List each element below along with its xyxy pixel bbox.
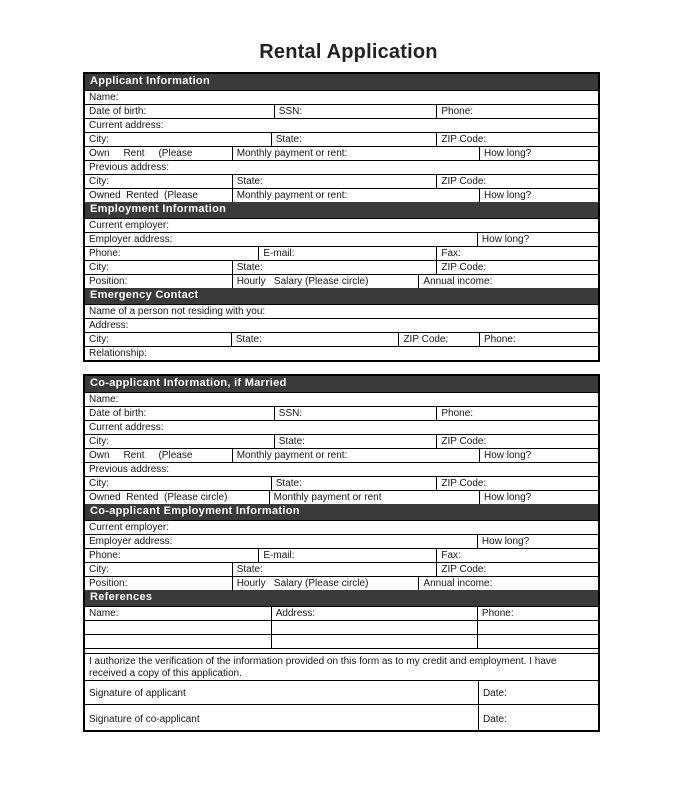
field-monthly-payment-or-rent[interactable] (269, 491, 479, 504)
field-label: Phone: (483, 334, 516, 345)
field-label: Hourly Salary (Please circle) (236, 578, 369, 589)
field-how-long[interactable] (479, 491, 598, 504)
field-city[interactable] (85, 175, 232, 188)
field-label: State: (275, 134, 302, 145)
field-label: Monthly payment or rent: (236, 148, 348, 159)
empty-field[interactable] (271, 621, 477, 634)
form-row (85, 346, 598, 360)
form-row (85, 188, 598, 202)
field-owned-rented-please-circle[interactable] (85, 491, 269, 504)
field-label: Position: (89, 578, 128, 589)
field-address[interactable] (85, 319, 598, 332)
field-label: Employer address: (89, 234, 173, 245)
field-label: Previous address: (89, 464, 170, 475)
form-row (85, 634, 598, 648)
field-signature-of-applicant[interactable] (85, 681, 478, 704)
form-row (85, 562, 598, 576)
field-zip-code[interactable] (436, 477, 598, 490)
form-row (85, 392, 598, 406)
field-how-long[interactable] (479, 449, 598, 462)
field-label: Hourly Salary (Please circle) (236, 276, 369, 287)
field-label: Own Rent (Please (89, 450, 193, 461)
form-row (85, 548, 598, 562)
field-label: SSN: (278, 408, 303, 419)
field-zip-code[interactable] (436, 563, 598, 576)
date-label: Date: (482, 714, 507, 725)
field-label: How long? (483, 148, 532, 159)
form-row (85, 246, 598, 260)
field-label: State: (275, 478, 302, 489)
field-zip-code[interactable] (436, 435, 598, 448)
signature-label: Signature of co-applicant (89, 714, 200, 725)
field-fax[interactable] (436, 247, 598, 260)
field-label: Phone: (441, 408, 474, 419)
field-position[interactable] (85, 577, 232, 590)
field-label: Monthly payment or rent: (236, 190, 348, 201)
field-label: Monthly payment or rent: (236, 450, 348, 461)
field-current-employer[interactable] (85, 219, 598, 232)
field-how-long[interactable] (479, 189, 598, 202)
authorization-row (85, 653, 598, 680)
field-label: E-mail: (263, 550, 295, 561)
field-state[interactable] (271, 477, 437, 490)
field-label: City: (89, 262, 109, 273)
section-header-references: References (85, 590, 598, 606)
field-label: State: (236, 564, 263, 575)
field-label: Date of birth: (89, 408, 147, 419)
field-label: E-mail: (263, 248, 295, 259)
field-zip-code[interactable] (436, 175, 598, 188)
field-city[interactable] (85, 333, 231, 346)
form-row (85, 534, 598, 548)
field-label: Own Rent (Please (89, 148, 193, 159)
signature-row (85, 704, 598, 730)
field-label: How long? (481, 234, 530, 245)
field-label: Previous address: (89, 162, 170, 173)
form-row (85, 420, 598, 434)
field-employer-address[interactable] (85, 535, 477, 548)
field-state[interactable] (271, 133, 437, 146)
field-name[interactable] (85, 607, 271, 620)
field-label: City: (89, 134, 109, 145)
field-state[interactable] (232, 261, 437, 274)
form-row (85, 304, 598, 318)
field-state[interactable] (231, 333, 399, 346)
field-current-address[interactable] (85, 119, 598, 132)
field-monthly-payment-or-rent[interactable] (232, 147, 479, 160)
field-phone[interactable] (436, 407, 598, 420)
field-hourly-salary-please-circle[interactable] (232, 275, 419, 288)
form-row (85, 232, 598, 246)
field-relationship[interactable] (85, 347, 598, 360)
field-state[interactable] (274, 435, 437, 448)
empty-field[interactable] (85, 621, 271, 634)
field-annual-income[interactable] (418, 577, 598, 590)
field-label: State: (236, 262, 263, 273)
form-row (85, 462, 598, 476)
field-current-address[interactable] (85, 421, 598, 434)
form-row (85, 606, 598, 620)
date-label: Date: (482, 688, 507, 699)
field-label: City: (89, 176, 109, 187)
page-title: Rental Application (259, 41, 438, 63)
field-label: Date of birth: (89, 106, 147, 117)
field-state[interactable] (232, 175, 437, 188)
field-label: ZIP Code: (441, 262, 487, 273)
field-zip-code[interactable] (436, 261, 598, 274)
field-owned-rented-please[interactable] (85, 189, 232, 202)
empty-field[interactable] (85, 635, 271, 648)
field-label: ZIP Code: (441, 134, 487, 145)
form-row (85, 160, 598, 174)
form-row (85, 576, 598, 590)
field-date-of-birth[interactable] (85, 105, 274, 118)
field-label: Address: (275, 608, 316, 619)
field-how-long[interactable] (477, 535, 598, 548)
field-label: Fax: (441, 248, 461, 259)
field-label: Monthly payment or rent (273, 492, 382, 503)
form-row (85, 118, 598, 132)
form-row (85, 260, 598, 274)
field-city[interactable] (85, 477, 271, 490)
field-label: Employer address: (89, 536, 173, 547)
field-own-rent-please[interactable] (85, 147, 232, 160)
field-label: City: (89, 436, 109, 447)
date-field[interactable] (478, 705, 598, 730)
form-row (85, 318, 598, 332)
field-label: Current address: (89, 120, 164, 131)
field-label: Fax: (441, 550, 461, 561)
rental-application-form (83, 72, 600, 732)
field-how-long[interactable] (477, 233, 598, 246)
field-label: Address: (89, 320, 129, 331)
field-label: SSN: (278, 106, 303, 117)
field-label: Current address: (89, 422, 164, 433)
field-current-employer[interactable] (85, 521, 598, 534)
section-header-co-applicant-employment-information: Co-applicant Employment Information (85, 504, 598, 520)
form-row (85, 146, 598, 160)
field-label: State: (236, 176, 263, 187)
field-label: ZIP Code: (441, 478, 487, 489)
field-phone[interactable] (85, 247, 258, 260)
form-row (85, 448, 598, 462)
field-label: How long? (483, 190, 532, 201)
field-label: Phone: (441, 106, 474, 117)
field-label: How long? (481, 536, 530, 547)
field-city[interactable] (85, 261, 232, 274)
field-label: Relationship: (89, 348, 147, 359)
signature-label: Signature of applicant (89, 688, 186, 699)
section-header-emergency-contact: Emergency Contact (85, 288, 598, 304)
form-row (85, 218, 598, 232)
field-label: Name: (89, 92, 119, 103)
empty-field[interactable] (477, 635, 598, 648)
field-label: Owned Rented (Please (89, 190, 198, 201)
field-e-mail[interactable] (258, 549, 436, 562)
field-state[interactable] (232, 563, 437, 576)
field-label: State: (235, 334, 262, 345)
field-label: How long? (483, 450, 532, 461)
field-monthly-payment-or-rent[interactable] (232, 189, 479, 202)
field-label: How long? (483, 492, 532, 503)
field-zip-code[interactable] (398, 333, 479, 346)
field-city[interactable] (85, 133, 271, 146)
form-row (85, 174, 598, 188)
field-label: ZIP Code: (441, 436, 487, 447)
field-name[interactable] (85, 91, 598, 104)
field-phone[interactable] (436, 105, 598, 118)
field-phone[interactable] (479, 333, 598, 346)
field-hourly-salary-please-circle[interactable] (232, 577, 419, 590)
empty-field[interactable] (271, 635, 477, 648)
date-field[interactable] (478, 681, 598, 704)
form-table (83, 72, 600, 362)
section-header-co-applicant-information-if-married: Co-applicant Information, if Married (85, 376, 598, 392)
field-how-long[interactable] (479, 147, 598, 160)
field-signature-of-co-applicant[interactable] (85, 705, 478, 730)
form-row (85, 434, 598, 448)
field-employer-address[interactable] (85, 233, 477, 246)
field-position[interactable] (85, 275, 232, 288)
field-label: City: (89, 564, 109, 575)
field-label: Current employer: (89, 220, 170, 231)
field-date-of-birth[interactable] (85, 407, 274, 420)
field-label: Phone: (89, 550, 121, 561)
field-label: ZIP Code: (403, 334, 449, 345)
field-previous-address[interactable] (85, 161, 598, 174)
field-label: Annual income: (423, 578, 493, 589)
field-label: Name of a person not residing with you: (89, 306, 266, 317)
field-phone[interactable] (85, 549, 258, 562)
signature-row (85, 680, 598, 704)
field-ssn[interactable] (274, 407, 437, 420)
form-row (85, 476, 598, 490)
form-row (85, 132, 598, 146)
form-row (85, 520, 598, 534)
field-label: Position: (89, 276, 128, 287)
form-row (85, 490, 598, 504)
field-name[interactable] (85, 393, 598, 406)
field-label: Annual income: (423, 276, 493, 287)
field-label: Current employer: (89, 522, 170, 533)
form-table (83, 374, 600, 732)
field-label: ZIP Code: (441, 176, 487, 187)
field-previous-address[interactable] (85, 463, 598, 476)
field-city[interactable] (85, 563, 232, 576)
field-name-of-a-person-not-residing-with-you[interactable] (85, 305, 598, 318)
field-label: State: (278, 436, 305, 447)
field-own-rent-please[interactable] (85, 449, 232, 462)
field-label: Name: (89, 608, 119, 619)
form-row (85, 620, 598, 634)
field-address[interactable] (271, 607, 477, 620)
section-gap (83, 362, 600, 374)
field-label: City: (89, 334, 109, 345)
field-label: Phone: (481, 608, 514, 619)
form-row (85, 274, 598, 288)
field-e-mail[interactable] (258, 247, 436, 260)
form-row (85, 332, 598, 346)
field-label: City: (89, 478, 109, 489)
field-label: Phone: (89, 248, 121, 259)
field-label: Owned Rented (Please circle) (89, 492, 228, 503)
field-label: Name: (89, 394, 119, 405)
section-header-employment-information: Employment Information (85, 202, 598, 218)
field-city[interactable] (85, 435, 274, 448)
field-monthly-payment-or-rent[interactable] (232, 449, 479, 462)
field-annual-income[interactable] (418, 275, 598, 288)
field-fax[interactable] (436, 549, 598, 562)
authorization-statement (85, 654, 598, 680)
field-label: ZIP Code: (441, 564, 487, 575)
field-zip-code[interactable] (436, 133, 598, 146)
empty-field[interactable] (477, 621, 598, 634)
form-row (85, 104, 598, 118)
field-phone[interactable] (477, 607, 598, 620)
field-ssn[interactable] (274, 105, 437, 118)
form-row (85, 90, 598, 104)
section-header-applicant-information: Applicant Information (85, 74, 598, 90)
form-row (85, 406, 598, 420)
authorization-text: I authorize the verification of the information provided on this form as to my credit and employment. I have received a copy of this application. (89, 656, 557, 679)
